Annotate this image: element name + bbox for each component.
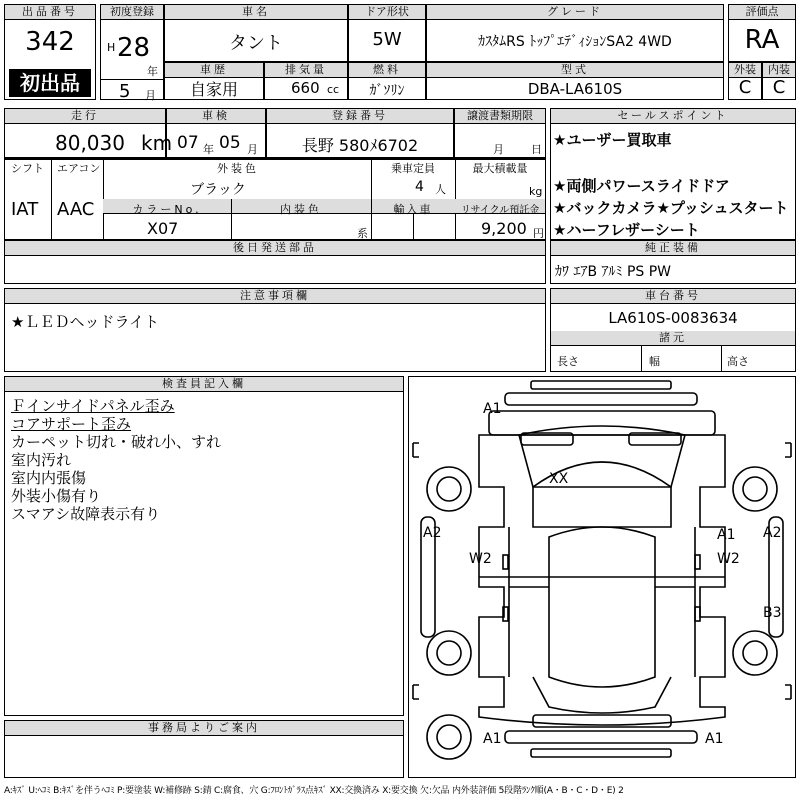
inspector-line: コアサポート歪み bbox=[11, 415, 132, 433]
inspector-label: 検査員記入欄 bbox=[5, 377, 403, 392]
inspection-month: 05 bbox=[219, 133, 241, 153]
recycle-fee: 9,200 bbox=[481, 219, 527, 238]
reg-month: 5 bbox=[119, 81, 131, 102]
exterior-grade-label: 外装 bbox=[729, 63, 761, 78]
mileage: 80,030 bbox=[55, 131, 125, 155]
mark-w2-left-door: W2 bbox=[469, 551, 492, 567]
model-label: 型式 bbox=[427, 63, 723, 78]
recycle-label: リサイクル預託金 bbox=[460, 205, 540, 216]
plate-number: 長野 580ﾒ6702 bbox=[301, 136, 419, 155]
color-number: X07 bbox=[147, 219, 179, 238]
mark-a2-left-side: A2 bbox=[423, 525, 442, 541]
fuel: ｶﾞｿﾘﾝ bbox=[369, 83, 405, 99]
equipment-cell bbox=[550, 240, 796, 284]
load-label: 最大積載量 bbox=[472, 162, 528, 175]
equipment-list: ｶﾜ ｴｱB ｱﾙﾐ PS PW bbox=[555, 264, 672, 280]
capacity-label: 乗車定員 bbox=[391, 162, 435, 175]
capacity: 4 bbox=[415, 179, 424, 195]
door-cell bbox=[348, 4, 426, 62]
mileage-unit: km bbox=[141, 131, 173, 155]
displacement-label: 排気量 bbox=[265, 63, 347, 78]
shift-value: IAT bbox=[11, 199, 39, 220]
history-cell bbox=[164, 62, 264, 100]
transfer-month-unit: 月 bbox=[493, 143, 504, 156]
model: DBA-LA610S bbox=[527, 80, 623, 98]
recycle-unit: 円 bbox=[533, 227, 544, 240]
transfer-deadline-label: 譲渡書類期限 bbox=[455, 109, 545, 124]
ac-label: エアコン bbox=[57, 162, 101, 175]
mark-b3-right-rear: B3 bbox=[763, 605, 782, 621]
inspection-cell bbox=[166, 108, 266, 158]
sales-point-item: ★ハーフレザーシート bbox=[553, 221, 700, 239]
inspector-line: 室内汚れ bbox=[11, 451, 72, 469]
chassis-label: 車台番号 bbox=[551, 289, 795, 304]
interior-color-unit: 系 bbox=[357, 227, 368, 240]
width-label: 幅 bbox=[649, 355, 660, 368]
color-label: 外装色 bbox=[217, 162, 259, 175]
inspector-panel bbox=[4, 376, 404, 716]
fuel-cell bbox=[348, 62, 426, 100]
grade-label: グレード bbox=[427, 5, 723, 20]
inspector-line: 室内内張傷 bbox=[11, 469, 87, 487]
mark-a1-right-door: A1 bbox=[717, 527, 736, 543]
specs-block bbox=[4, 158, 546, 240]
later-parts-label: 後日発送部品 bbox=[5, 241, 545, 256]
score: RA bbox=[744, 25, 780, 55]
reg-month-unit: 月 bbox=[145, 89, 156, 102]
ac-value: AAC bbox=[57, 199, 95, 220]
inspection-year: 07 bbox=[177, 133, 199, 153]
mark-a1-rear-left: A1 bbox=[483, 731, 502, 747]
reg-year: 28 bbox=[117, 33, 151, 63]
score-cell bbox=[728, 4, 796, 62]
sales-point-item: ★ユーザー買取車 bbox=[553, 131, 672, 149]
chassis-number: LA610S-0083634 bbox=[608, 309, 738, 327]
plate-label: 登録番号 bbox=[267, 109, 453, 124]
inspection-label: 車検 bbox=[167, 109, 265, 124]
grade-cell bbox=[426, 4, 724, 62]
notes-text: ★ＬＥＤヘッドライト bbox=[11, 313, 159, 331]
length-label: 長さ bbox=[557, 355, 579, 368]
name-cell bbox=[164, 4, 348, 62]
era: H bbox=[107, 41, 116, 54]
inspector-line: カーペット切れ・破れ小、すれ bbox=[11, 433, 222, 451]
lot-number: 342 bbox=[25, 27, 75, 57]
sales-point-item: ★バックカメラ★プッシュスタート bbox=[553, 199, 789, 217]
exterior-grade: C bbox=[738, 77, 752, 98]
exterior-grade-cell bbox=[728, 62, 762, 100]
exterior-color: ブラック bbox=[190, 182, 246, 198]
model-cell bbox=[426, 62, 724, 100]
equipment-label: 純正装備 bbox=[551, 241, 795, 256]
color-number-label: カラーNo. bbox=[132, 203, 202, 216]
displacement-cell bbox=[264, 62, 348, 100]
interior-grade: C bbox=[772, 77, 786, 98]
mark-a1-rear-right: A1 bbox=[705, 731, 724, 747]
door-type: 5W bbox=[372, 29, 402, 50]
displacement-unit: cc bbox=[327, 83, 340, 96]
mileage-cell bbox=[4, 108, 173, 158]
notes-label: 注意事項欄 bbox=[5, 289, 545, 304]
dimensions-label: 諸元 bbox=[551, 331, 795, 346]
history: 自家用 bbox=[189, 80, 238, 99]
damage-diagram bbox=[408, 376, 796, 778]
office-panel bbox=[4, 720, 404, 778]
lot-cell bbox=[4, 4, 96, 100]
mark-w2-right-door: W2 bbox=[717, 551, 740, 567]
office-label: 事務局よりご案内 bbox=[5, 721, 403, 736]
interior-color-label: 内装色 bbox=[280, 203, 322, 216]
transfer-deadline-cell bbox=[454, 108, 546, 158]
legend: A:ｷｽﾞ U:ﾍｺﾐ B:ｷｽﾞを伴うﾍｺﾐ P:要塗装 W:補修跡 S:錆 C:腐食、穴 G:ﾌﾛﾝﾄｶﾞﾗｽ点ｷｽﾞ XX:交換済み X:要交換 欠:欠品 内外装評価 5段階ﾗﾝｸ順(A・B・C・D・E) 2 bbox=[4, 786, 624, 796]
mark-a2-right-side: A2 bbox=[763, 525, 782, 541]
inspection-year-unit: 年 bbox=[203, 143, 214, 156]
displacement: 660 bbox=[291, 79, 320, 97]
notes-panel bbox=[4, 288, 546, 372]
sales-point-item: ★両側パワースライドドア bbox=[553, 177, 730, 195]
inspector-line: Ｆインサイドパネル歪み bbox=[11, 397, 175, 415]
sales-points-panel bbox=[550, 108, 796, 240]
car-name: タント bbox=[229, 33, 283, 54]
lot-label: 出品番号 bbox=[5, 5, 95, 20]
car-name-label: 車名 bbox=[165, 5, 347, 20]
capacity-unit: 人 bbox=[435, 183, 446, 196]
interior-grade-label: 内装 bbox=[763, 63, 795, 78]
history-label: 車歴 bbox=[165, 63, 263, 78]
first-listing-badge: 初出品 bbox=[9, 69, 91, 97]
car-outline bbox=[409, 377, 795, 777]
inspection-month-unit: 月 bbox=[247, 143, 258, 156]
door-label: ドア形状 bbox=[349, 5, 425, 20]
plate-cell bbox=[266, 108, 454, 158]
inspector-line: スマアシ故障表示有り bbox=[11, 505, 161, 523]
height-label: 高さ bbox=[727, 355, 749, 368]
registration-label: 初度登録 bbox=[101, 5, 163, 20]
chassis-panel bbox=[550, 288, 796, 372]
import-label: 輸入車 bbox=[393, 203, 433, 216]
registration-cell bbox=[100, 4, 164, 100]
grade: ｶｽﾀﾑRS ﾄｯﾌﾟｴﾃﾞｨｼｮﾝSA2 4WD bbox=[478, 34, 672, 50]
reg-year-unit: 年 bbox=[147, 65, 158, 78]
shift-label: シフト bbox=[11, 162, 44, 175]
inspector-line: 外装小傷有り bbox=[11, 487, 102, 505]
mark-a1-front-left: A1 bbox=[483, 401, 502, 417]
score-label: 評価点 bbox=[729, 5, 795, 20]
transfer-day-unit: 日 bbox=[531, 143, 542, 156]
mark-xx-roof: XX bbox=[549, 471, 569, 487]
mileage-label: 走行 bbox=[5, 109, 165, 124]
load-unit: kg bbox=[529, 185, 543, 198]
sales-points-label: セールスポイント bbox=[551, 109, 795, 124]
fuel-label: 燃料 bbox=[349, 63, 425, 78]
interior-grade-cell bbox=[762, 62, 796, 100]
later-parts-cell bbox=[4, 240, 546, 284]
